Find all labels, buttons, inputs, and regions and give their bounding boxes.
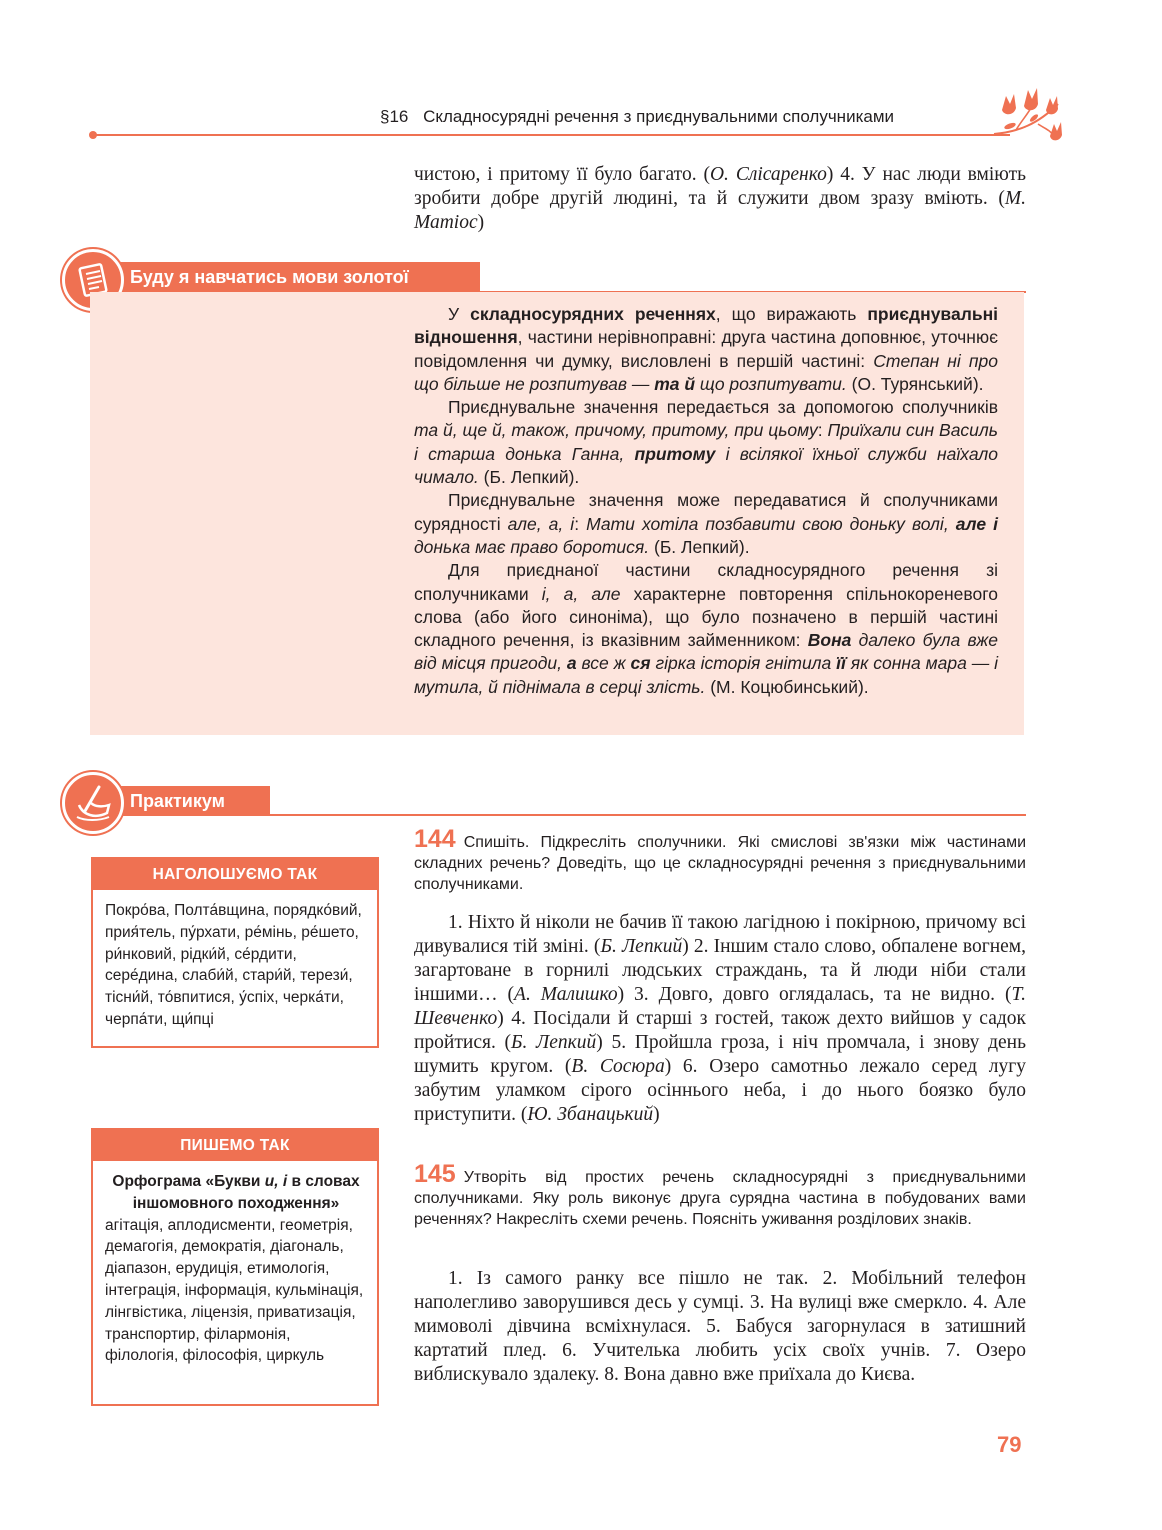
exercise-144-task: 144 Спишіть. Підкресліть сполучники. Які смислові зв'язки між частинами складних речень? Доведіть, що це складносурядні речення з приєднувальними сполучниками. (414, 825, 1026, 893)
theory-text (414, 303, 998, 699)
intro-paragraph: чистою, і притому її було багато. (О. Слісаренко) 4. У нас люди вміють зробити добре другій людині, та й служити двом зразу вміють. (М. Матіос) (414, 164, 1026, 233)
practicum-heading: Практикум (90, 786, 270, 816)
exercise-145-text: 1. Із самого ранку все пішло не так. 2. Мобільний телефон наполегливо заворушився десь у сумці. 3. На вулиці вже смеркло. 4. Але мимоволі дівчина всміхнулася. 5. Бабуся загорнулася в затишний картатий плед. 6. Учителька любить усіх своїх учнів. 7. Озеро виблискувало здалеку. 8. Вона давно вже приїхала до Києва. (414, 1268, 1026, 1385)
section-number: §16 (380, 107, 409, 126)
exercise-144-text: 1. Ніхто й ніколи не бачив її такою лагідною і покірною, причому всі дивувалися тій зміні. (Б. Лепкий) 2. Іншим стало слово, обпалене вогнем, загартоване в горнилі людських страждань, та й люди ніби стали іншими… (А. Малишко) 3. Довго, довго оглядалась, та не видно. (Т. Шевченко) 4. Посідали й старші з гостей, також дехто вийшов у садок пройтися. (Б. Лепкий) 5. Пройшла гроза, і ніч промчала, і знову день шумить кругом. (В. Сосюра) 6. Озеро самотньо лежало серед лугу забутим уламком сірого осіннього неба, і до нього боязко було приступити. (Ю. Збанацький) (414, 912, 1027, 1125)
spelling-box-body (93, 1161, 377, 1377)
spelling-word-list: агітація, аплодисменти, геометрія, демагогія, демократія, діагональ, діапазон, ерудиція, етимологія, інтеграція, інформація, кульмінація, лінгвістика, ліцензія, приватизація, транспортир, філармонія, філологія, філософія, циркуль (105, 1216, 364, 1365)
theory-paragraph: Приєднувальне значення може передаватися й сполучниками сурядності але, а, і: Мати хотіла позбавити свою доньку волі, але і донька має право боротися. (Б. Лепкий). (414, 490, 998, 557)
running-header (380, 107, 894, 127)
theory-paragraph: Приєднувальне значення передається за допомогою сполучників та й, ще й, також, причому, притому, при цьому: Приїхали син Василь і старша донька Ганна, притому і всілякої їхньої служби наїхало чимало. (Б. Лепкий). (414, 397, 998, 488)
flower-ornament-icon (988, 84, 1068, 146)
theory-paragraph: У складносурядних реченнях, що виражають приєднувальні відношення, частини нерівноправні: друга частина доповнює, уточнює повідомлення чи думку, висловлені в першій частині: Степан ні про що більше не розпитував — та й що розпитувати. (О. Турянський). (414, 304, 999, 394)
spelling-box-title: ПИШЕМО ТАК (93, 1130, 377, 1161)
exercise-number: 145 (414, 1160, 456, 1188)
exercise-145-task: 145 Утворіть від простих речень складносурядні з приєднувальними сполучниками. Яку роль виконує друга сурядна частина в побудованих вами реченнях? Накресліть схеми речень. Поясніть уживання розділових знаків. (414, 1160, 1026, 1228)
theory-paragraph: Для приєднаної частини складносурядного речення зі сполучниками і, а, але характерне повторення спільнокореневого слова (або його синоніма), що було позначено в першій частині складного речення, із вказівним займенником: Вона далеко була вже від місця пригоди, а все ж ся гірка історія гнітила її як сонна мара — і мутила, й піднімала в серці злість. (М. Коцюбинський). (414, 560, 999, 697)
hand-pen-icon (62, 772, 124, 834)
page-number: 79 (997, 1432, 1022, 1457)
section-title: Складносурядні речення з приєднувальними сполучниками (423, 107, 895, 126)
header-rule (92, 134, 1010, 136)
spelling-rule-title: Орфограма «Букви и, і в словах іншомовного походження» (112, 1173, 360, 1212)
theory-heading: Буду я навчатись мови золотої (90, 262, 480, 292)
exercise-number: 144 (414, 825, 456, 853)
spelling-box (91, 1128, 379, 1406)
stress-box-title: НАГОЛОШУЄМО ТАК (93, 859, 377, 890)
stress-box-text: Покро́ва, Полта́вщина, порядко́вий, прия́тель, пу́рхати, ре́мінь, ре́шето, ри́нковий, рідки́й, се́рдити, сере́дина, слаби́й, стари́й, терези́, тісни́й, то́впитися, у́спіх, черка́ти, черпа́ти, щи́пці (105, 902, 362, 1028)
stress-box (91, 857, 379, 1048)
